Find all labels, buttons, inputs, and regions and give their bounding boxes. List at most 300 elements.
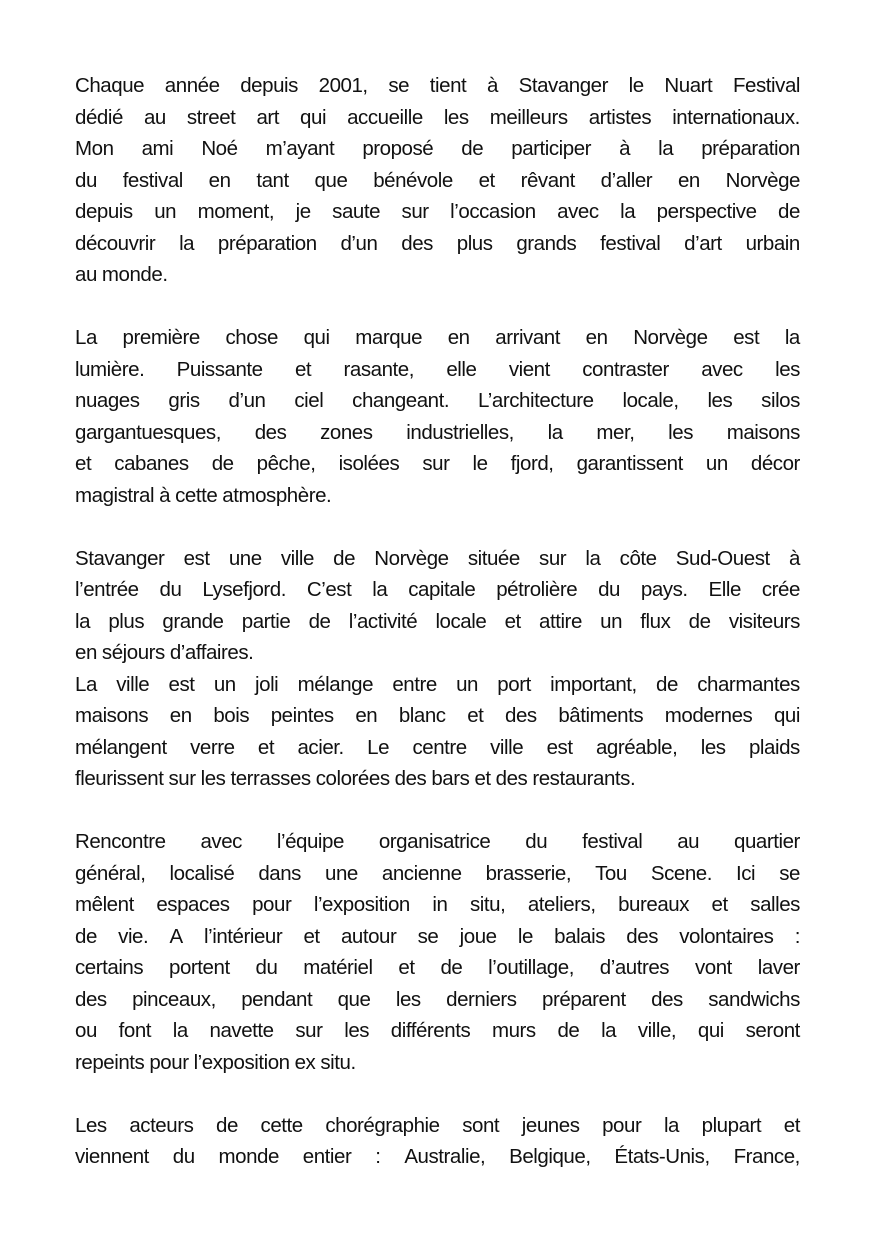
word: un [213,672,236,696]
word: décor [750,452,800,475]
word: le [517,924,533,948]
word: portent [169,956,230,979]
word: en [447,326,470,349]
word: de [211,452,234,475]
word: peintes [270,704,334,727]
word: les [775,357,800,381]
word: et [711,893,728,916]
word: est [183,546,210,570]
word: à [619,137,631,160]
word: certains [75,956,144,979]
paragraph-stavanger [75,543,800,669]
word: nuages [75,389,140,412]
text-line [75,322,800,354]
word: perspective [656,200,757,223]
word: des [75,987,107,1011]
word: ville, [637,1019,677,1042]
word: sur [401,200,429,223]
word: pendant [241,987,313,1011]
word: Festival [732,74,800,97]
word: elle [446,357,477,381]
text-line [75,826,800,858]
word: arrivant [495,326,561,349]
word: qui [773,704,800,727]
word: centre [412,735,467,759]
word: proposé [362,137,434,160]
word: saute [332,200,381,223]
word: la [663,1113,680,1137]
word: est [733,326,760,349]
word: depuis [240,74,298,97]
text-line [75,669,800,701]
word: Stavanger [75,546,165,570]
word: pétrolière [496,578,578,601]
text-line [75,1015,800,1047]
line-content [75,228,800,260]
word: m’ayant [265,137,335,160]
word: jeunes [521,1113,580,1137]
word: la [620,200,636,223]
word: gris [168,389,200,412]
word: l’occasion [450,200,536,223]
word: maisons [75,704,149,727]
word: ex [294,1050,316,1074]
word: Puissante [176,357,263,381]
word: maisons [726,420,800,444]
text-line [75,448,800,480]
word: ami [141,137,174,160]
word: joli [255,672,279,696]
word: crée [761,578,800,601]
word: ciel [294,389,324,412]
word: mêlent [75,893,134,916]
word: pour [149,1050,189,1074]
word: de [461,137,484,160]
word: Tou [595,861,627,885]
word: en [355,704,378,727]
word: et [398,956,415,979]
word: avec [701,357,743,381]
word: la [585,546,601,570]
paragraph-actors [75,1110,800,1173]
word: les [200,767,226,790]
word: préparent [542,987,626,1011]
word: une [325,861,358,885]
word: ancienne [381,861,462,885]
word: des [626,924,658,948]
word: Stavanger [518,74,608,97]
word: mer, [596,420,635,444]
text-line [75,700,800,732]
word: Les [75,1113,107,1137]
word: plaids [748,735,800,759]
text-line [75,165,800,197]
word: bois [213,704,250,727]
word: situ, [469,893,506,916]
word: l’équipe [276,830,344,853]
word: se [388,74,410,97]
text-line [75,196,800,228]
word: l’intérieur [204,924,283,948]
word: colorées [315,767,390,790]
word: tient [429,74,467,97]
word: les [707,389,733,412]
word: du [255,956,278,979]
word: séjours [101,641,165,664]
word: rêvant [520,168,575,192]
word: en [208,168,231,192]
word: et [467,704,484,727]
text-line [75,417,800,449]
word: seront [745,1019,800,1042]
word: l’exposition [193,1050,290,1074]
line-content [75,952,800,984]
line-content [75,858,800,890]
line-content [75,259,800,291]
word: festival [582,830,643,853]
word: Australie, [404,1145,486,1168]
word: l’outillage, [488,956,574,979]
word: avec [200,830,242,853]
word: la [547,420,563,444]
line-content [75,732,800,764]
word: organisatrice [378,830,491,853]
line-content [75,448,800,480]
word: sur [168,767,196,790]
word: Rencontre [75,830,166,853]
word: pêche, [256,452,316,475]
text-line [75,1141,800,1173]
word: en [75,641,97,664]
word: charmantes [697,672,800,696]
word: chorégraphie [325,1113,440,1137]
line-content [75,606,800,638]
word: d’aller [600,168,653,192]
line-content [75,385,800,417]
text-line [75,259,800,291]
word: année [164,74,220,97]
word: La [75,326,97,349]
word: ou [75,1019,97,1042]
text-line [75,763,800,795]
word: l’activité [348,609,418,633]
word: au [677,830,700,853]
text-line [75,732,800,764]
word: et [478,168,495,192]
word: de [688,609,711,633]
word: du [75,168,97,192]
word: port [497,672,531,696]
word: dédié [75,105,123,129]
word: situ. [320,1050,356,1074]
word: entre [392,672,437,696]
paragraph-team [75,826,800,1078]
word: de [333,546,356,570]
word: et [303,924,320,948]
word: les [395,987,421,1011]
word: qui [300,105,327,129]
word: des [505,704,537,727]
word: locale, [622,389,679,412]
word: plupart [701,1113,762,1137]
word: dans [258,861,301,885]
word: vient [508,357,550,381]
word: les [443,105,469,129]
word: monde. [101,263,168,286]
word: à [788,546,800,570]
word: atmosphère. [222,483,332,507]
word: bâtiments [558,704,644,727]
word: que [337,987,371,1011]
word: sur [295,1019,323,1042]
word: blanc [398,704,446,727]
line-content [75,763,800,795]
word: le [628,74,644,97]
word: un [705,452,728,475]
word: préparation [217,231,317,255]
word: le [472,452,488,475]
line-content [75,196,800,228]
word: Sud-Ouest [675,546,770,570]
text-line [75,606,800,638]
word: sur [422,452,450,475]
word: se [417,924,439,948]
word: localisé [169,861,235,885]
word: L’architecture [477,389,594,412]
text-line [75,984,800,1016]
word: navette [209,1019,274,1042]
word: la [75,609,91,633]
word: Le [367,735,390,759]
word: festival [600,231,661,255]
word: derniers [446,987,517,1011]
word: bars [431,767,470,790]
word: au [75,263,97,286]
line-content [75,984,800,1016]
word: : [375,1145,381,1168]
word: joue [459,924,497,948]
word: du [525,830,548,853]
word: et [75,452,92,475]
word: in [432,893,448,916]
word: cette [260,1113,303,1137]
word: général, [75,861,146,885]
word: Nuart [664,74,713,97]
line-content [75,543,800,575]
word: chose [225,326,278,349]
line-content [75,417,800,449]
word: du [159,578,182,601]
word: mélange [297,672,374,696]
word: C’est [306,578,352,601]
line-content [75,70,800,102]
word: tant [256,168,289,192]
word: les [700,735,726,759]
line-content [75,1110,800,1142]
word: accueille [347,105,423,129]
word: de [656,672,678,696]
word: meilleurs [489,105,568,129]
word: balais [554,924,606,948]
word: ville [280,546,314,570]
word: en [585,326,608,349]
word: participer [511,137,592,160]
word: cabanes [114,452,189,475]
word: terrasses [230,767,311,790]
word: qui [697,1019,724,1042]
word: urbain [745,231,800,255]
word: la [172,1019,188,1042]
line-content [75,889,800,921]
word: zones [320,420,373,444]
word: est [546,735,573,759]
text-line [75,858,800,890]
word: en [677,168,700,192]
paragraph-intro [75,70,800,291]
word: et [294,357,312,381]
word: sont [462,1113,500,1137]
line-content [75,1141,800,1173]
word: située [467,546,520,570]
text-line [75,952,800,984]
word: gargantuesques, [75,420,221,444]
word: et [504,609,521,633]
word: des [394,767,427,790]
word: en [169,704,192,727]
word: et [257,735,275,759]
word: plus [108,609,145,633]
text-line [75,574,800,606]
text-line [75,921,800,953]
word: autour [340,924,397,948]
word: d’un [340,231,378,255]
word: marque [355,326,423,349]
word: magistral [75,483,155,507]
line-content [75,826,800,858]
word: salles [750,893,800,916]
line-content [75,133,800,165]
word: contraster [582,357,669,381]
word: de [75,924,97,948]
word: espaces [156,893,230,916]
word: acteurs [129,1113,194,1137]
line-content [75,322,800,354]
word: de [440,956,463,979]
word: sandwichs [708,987,800,1011]
word: de [557,1019,580,1042]
word: lumière. [75,357,145,381]
word: Norvège [633,326,708,349]
word: flux [640,609,671,633]
line-content [75,480,800,512]
word: la [601,1019,617,1042]
word: du [598,578,620,601]
word: partie [241,609,291,633]
word: rasante, [343,357,415,381]
paragraph-city [75,669,800,795]
word: plus [456,231,493,255]
word: grande [162,609,224,633]
line-content [75,1015,800,1047]
word: brasserie, [485,861,572,885]
word: : [794,924,800,948]
word: street [186,105,236,129]
word: locale [435,609,487,633]
word: pour [252,893,292,916]
text-line [75,480,800,512]
word: se [779,861,800,885]
line-content [75,921,800,953]
word: des [495,767,528,790]
word: 2001, [318,74,368,97]
word: avec [557,200,599,223]
word: changeant. [352,389,450,412]
paragraph-light [75,322,800,511]
word: Norvège [374,546,449,570]
word: ville [116,672,150,696]
word: la [179,231,195,255]
word: à [159,483,171,507]
word: fjord, [510,452,554,475]
word: Ici [736,861,756,885]
text-line [75,1047,800,1079]
text-line [75,889,800,921]
word: découvrir [75,231,156,255]
word: capitale [408,578,476,601]
word: agréable, [595,735,678,759]
word: font [118,1019,152,1042]
word: est [168,672,195,696]
word: à [486,74,498,97]
line-content [75,1047,800,1079]
line-content [75,354,800,386]
word: vont [694,956,732,979]
word: je [295,200,311,223]
word: festival [122,168,183,192]
word: entier [302,1145,352,1168]
word: qui [303,326,330,349]
word: du [172,1145,195,1168]
word: art [256,105,280,129]
word: Norvège [725,168,800,192]
word: Chaque [75,74,145,97]
word: mélangent [75,735,167,759]
word: fleurissent [75,767,164,790]
word: important, [550,672,637,696]
word: Lysefjord. [202,578,286,601]
text-line [75,70,800,102]
word: restaurants. [532,767,636,790]
text-line [75,102,800,134]
word: matériel [303,956,373,979]
word: Mon [75,137,114,160]
word: au [143,105,166,129]
text-line [75,228,800,260]
word: côte [619,546,657,570]
word: Scene. [650,861,712,885]
word: des [254,420,287,444]
text-line [75,354,800,386]
word: la [658,137,674,160]
word: la [372,578,388,601]
word: pour [602,1113,642,1137]
word: de [308,609,331,633]
word: un [600,609,623,633]
word: cette [175,483,218,507]
word: la [784,326,800,349]
word: modernes [664,704,753,727]
word: grands [516,231,577,255]
